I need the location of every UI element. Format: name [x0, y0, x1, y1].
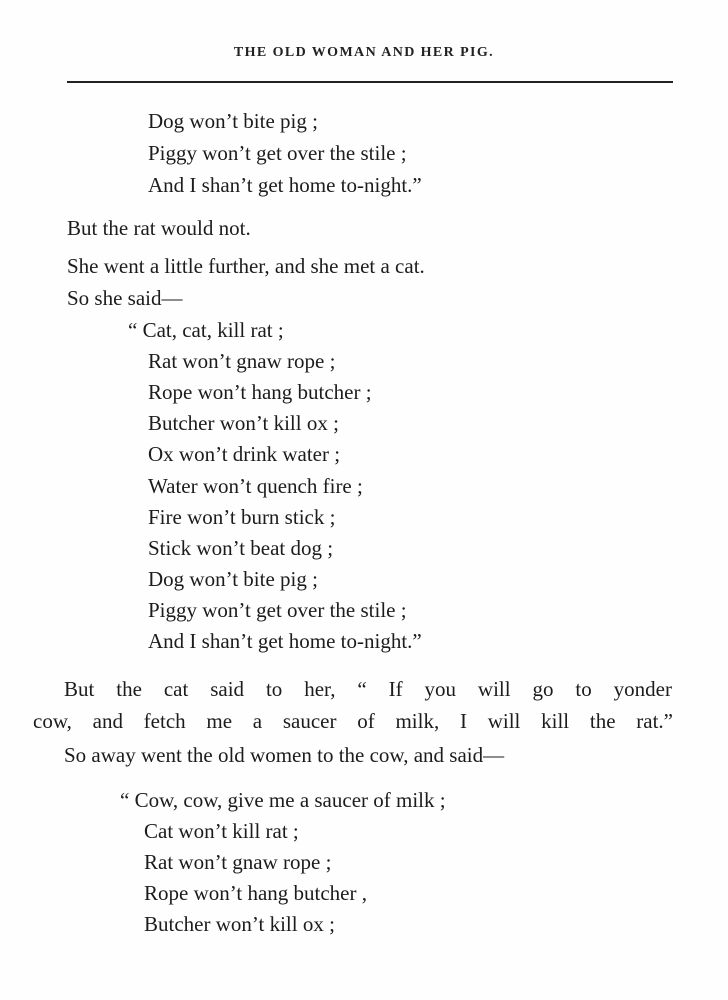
- verse-line: Piggy won’t get over the stile ;: [148, 598, 407, 622]
- verse-line: Rat won’t gnaw rope ;: [148, 349, 336, 373]
- verse-line: Dog won’t bite pig ;: [148, 109, 318, 133]
- prose-line: She went a little further, and she met a cat.: [67, 254, 425, 278]
- verse-line: “ Cat, cat, kill rat ;: [128, 318, 284, 342]
- prose-line: So away went the old women to the cow, and said—: [64, 743, 505, 767]
- verse-line: Butcher won’t kill ox ;: [148, 411, 339, 435]
- prose-line: So she said—: [67, 286, 183, 310]
- prose-line: But the rat would not.: [67, 216, 251, 240]
- verse-line: Rope won’t hang butcher ,: [144, 881, 367, 905]
- verse-line: Cat won’t kill rat ;: [144, 819, 299, 843]
- verse-line: “ Cow, cow, give me a saucer of milk ;: [120, 788, 446, 812]
- verse-line: Rat won’t gnaw rope ;: [144, 850, 332, 874]
- verse-line: And I shan’t get home to-night.”: [148, 629, 422, 653]
- verse-line: Stick won’t beat dog ;: [148, 536, 334, 560]
- verse-line: Fire won’t burn stick ;: [148, 505, 336, 529]
- verse-line: Piggy won’t get over the stile ;: [148, 141, 407, 165]
- prose-line: But the cat said to her, “ If you will go to yonder: [64, 677, 672, 701]
- verse-line: Ox won’t drink water ;: [148, 442, 341, 466]
- verse-line: Rope won’t hang butcher ;: [148, 380, 372, 404]
- verse-line: Butcher won’t kill ox ;: [144, 912, 335, 936]
- header-rule: [67, 81, 673, 83]
- verse-line: And I shan’t get home to-night.”: [148, 173, 422, 197]
- verse-line: Dog won’t bite pig ;: [148, 567, 318, 591]
- prose-line: cow, and fetch me a saucer of milk, I will kill the rat.”: [33, 709, 673, 733]
- running-head: THE OLD WOMAN AND HER PIG.: [233, 45, 495, 60]
- verse-line: Water won’t quench fire ;: [148, 474, 363, 498]
